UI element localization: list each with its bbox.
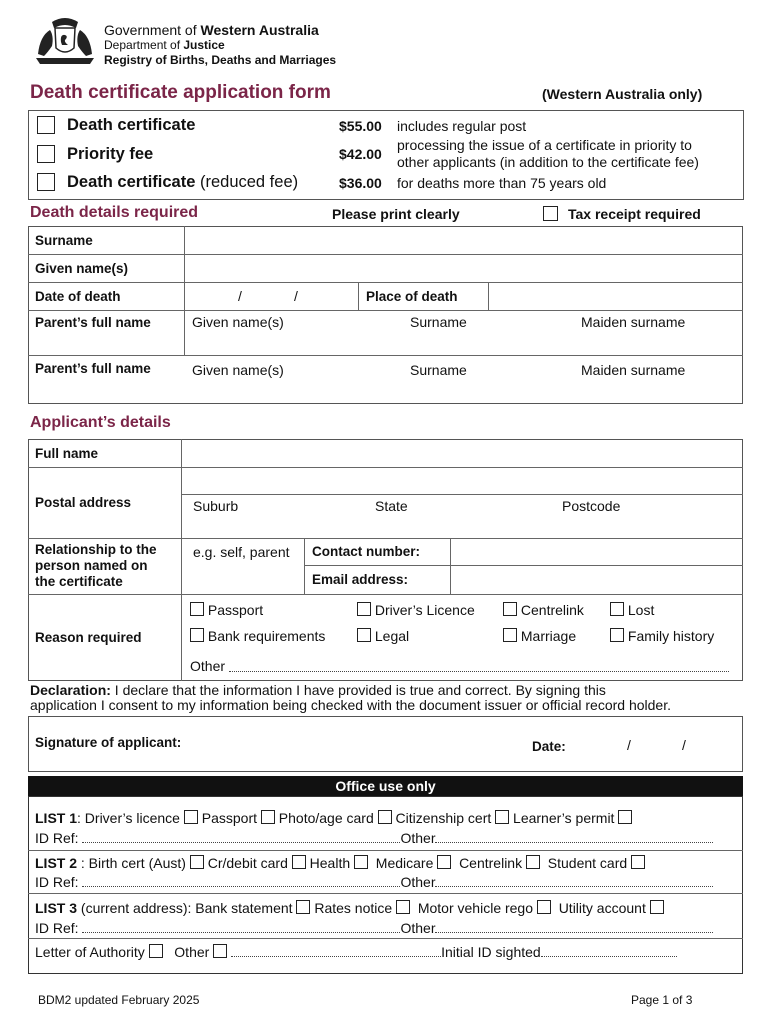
relationship-field[interactable] <box>183 562 302 592</box>
list2-student-card-checkbox[interactable] <box>631 855 645 869</box>
list2-birth-cert-checkbox[interactable] <box>190 855 204 869</box>
list3-rates-notice-checkbox[interactable] <box>396 900 410 914</box>
list2-medicare-checkbox[interactable] <box>437 855 451 869</box>
page-title: Death certificate application form <box>30 82 331 103</box>
family-history-checkbox[interactable] <box>610 628 624 642</box>
drivers-licence-checkbox[interactable] <box>357 602 371 616</box>
fee-desc: for deaths more than 75 years old <box>397 175 607 191</box>
fee-desc: includes regular post <box>397 118 527 134</box>
marriage-checkbox[interactable] <box>503 628 517 642</box>
surname-label: Surname <box>35 233 93 248</box>
gov-line: Government of Western Australia <box>104 22 319 38</box>
list1-drivers-licence-checkbox[interactable] <box>184 810 198 824</box>
dept-line: Department of Justice <box>104 38 225 52</box>
declaration-line-1: Declaration: I declare that the information I have provided is true and correct. By signing this <box>30 682 606 698</box>
reason-option[interactable]: Driver’s Licence <box>357 602 475 618</box>
parent-1-given-label: Given name(s) <box>192 314 284 330</box>
office-list-1: LIST 1: Driver’s licence Passport Photo/age card Citizenship cert Learner’s permit <box>35 810 632 826</box>
passport-checkbox[interactable] <box>190 602 204 616</box>
parent-2-label: Parent’s full name <box>35 361 151 376</box>
list1-citizenship-cert-checkbox[interactable] <box>495 810 509 824</box>
full-name-field[interactable] <box>183 441 741 465</box>
signature-date-label: Date: <box>532 739 566 754</box>
list2-centrelink-checkbox[interactable] <box>526 855 540 869</box>
fee-label: Death certificate (reduced fee) <box>67 173 299 191</box>
reason-option[interactable]: Bank requirements <box>190 628 325 644</box>
date-of-death-label: Date of death <box>35 289 121 304</box>
parent-2-given-label: Given name(s) <box>192 362 284 378</box>
parent-1-surname-label: Surname <box>410 314 467 330</box>
place-of-death-field[interactable] <box>490 284 740 308</box>
list1-learners-permit-checkbox[interactable] <box>618 810 632 824</box>
office-authority-row: Letter of Authority Other Initial ID sighted <box>35 944 677 960</box>
list2-health-checkbox[interactable] <box>354 855 368 869</box>
fee-label: Death certificate <box>67 116 196 134</box>
office-list-3: LIST 3 (current address): Bank statement Rates notice Motor vehicle rego Utility account <box>35 900 664 916</box>
office-list-3-ref: ID Ref: Other <box>35 920 713 936</box>
reason-option[interactable]: Lost <box>610 602 654 618</box>
fee-desc-2: other applicants (in addition to the certificate fee) <box>397 154 699 170</box>
relationship-label: Relationship to the person named on the certificate <box>35 542 157 589</box>
email-address-field[interactable] <box>452 567 741 592</box>
office-list-1-ref: ID Ref: Other <box>35 830 713 846</box>
print-clearly-note: Please print clearly <box>332 206 460 222</box>
email-address-label: Email address: <box>312 572 409 587</box>
initial-id-field[interactable] <box>541 945 677 957</box>
parent-2-field[interactable] <box>186 378 741 402</box>
tax-receipt-label: Tax receipt required <box>568 206 701 222</box>
signature-date-field[interactable] <box>575 730 735 756</box>
centrelink-checkbox[interactable] <box>503 602 517 616</box>
date-separator: / <box>627 737 631 753</box>
contact-number-label: Contact number: <box>312 544 420 559</box>
date-separator: / <box>682 737 686 753</box>
signature-label: Signature of applicant: <box>35 735 182 750</box>
other-field[interactable] <box>435 921 713 933</box>
reason-option[interactable]: Marriage <box>503 628 576 644</box>
reason-other: Other <box>190 658 226 674</box>
list3-motor-vehicle-rego-checkbox[interactable] <box>537 900 551 914</box>
office-other-checkbox[interactable] <box>213 944 227 958</box>
death-details-heading: Death details required <box>30 204 199 221</box>
applicant-heading: Applicant’s details <box>30 414 171 431</box>
letter-of-authority-checkbox[interactable] <box>149 944 163 958</box>
declaration-line-2: application I consent to my information being checked with the document issuer or official record holder. <box>30 697 671 713</box>
given-names-label: Given name(s) <box>35 261 129 276</box>
title-note: (Western Australia only) <box>542 86 703 102</box>
fee-price: $36.00 <box>339 175 382 191</box>
given-names-field[interactable] <box>186 256 741 280</box>
suburb-state-postcode-field[interactable] <box>183 514 741 536</box>
place-of-death-label: Place of death <box>366 289 458 304</box>
fee-desc: processing the issue of a certificate in priority to <box>397 137 692 153</box>
postal-address-label: Postal address <box>35 495 132 510</box>
reason-other-field[interactable] <box>229 660 729 672</box>
postcode-label: Postcode <box>562 498 621 514</box>
other-field[interactable] <box>435 875 713 887</box>
list2-cr-debit-card-checkbox[interactable] <box>292 855 306 869</box>
list3-utility-account-checkbox[interactable] <box>650 900 664 914</box>
fee-label: Priority fee <box>67 145 154 163</box>
parent-2-surname-label: Surname <box>410 362 467 378</box>
bank-requirements-checkbox[interactable] <box>190 628 204 642</box>
reason-option[interactable]: Centrelink <box>503 602 584 618</box>
fee-price: $42.00 <box>339 146 382 162</box>
reason-option[interactable]: Legal <box>357 628 409 644</box>
priority-fee-checkbox[interactable] <box>37 145 55 163</box>
coat-of-arms-logo <box>32 14 98 66</box>
signature-field[interactable] <box>210 720 520 768</box>
date-separator: / <box>238 288 242 304</box>
parent-1-maiden-label: Maiden surname <box>581 314 686 330</box>
office-list-2-ref: ID Ref: Other <box>35 874 713 890</box>
parent-1-field[interactable] <box>186 330 741 352</box>
reason-option[interactable]: Passport <box>190 602 263 618</box>
reduced-fee-checkbox[interactable] <box>37 173 55 191</box>
other-field[interactable] <box>435 831 713 843</box>
tax-receipt-checkbox[interactable] <box>543 206 558 221</box>
full-name-label: Full name <box>35 446 99 461</box>
list1-passport-checkbox[interactable] <box>261 810 275 824</box>
postal-address-field[interactable] <box>183 469 741 492</box>
office-use-header: Office use only <box>28 776 743 796</box>
parent-1-label: Parent’s full name <box>35 315 151 330</box>
lost-checkbox[interactable] <box>610 602 624 616</box>
state-label: State <box>375 498 408 514</box>
suburb-label: Suburb <box>193 498 239 514</box>
list3-bank-statement-checkbox[interactable] <box>296 900 310 914</box>
reason-option[interactable]: Family history <box>610 628 714 644</box>
list1-photo-age-card-checkbox[interactable] <box>378 810 392 824</box>
office-list-2: LIST 2 : Birth cert (Aust) Cr/debit card Health Medicare Centrelink Student card <box>35 855 645 871</box>
date-of-death-field[interactable] <box>186 284 356 308</box>
office-other-field[interactable] <box>231 945 441 957</box>
parent-2-maiden-label: Maiden surname <box>581 362 686 378</box>
surname-field[interactable] <box>186 228 741 252</box>
death-certificate-checkbox[interactable] <box>37 116 55 134</box>
registry-line: Registry of Births, Deaths and Marriages <box>104 53 337 67</box>
fee-price: $55.00 <box>339 118 382 134</box>
contact-number-field[interactable] <box>452 540 741 563</box>
id-ref-field[interactable] <box>82 831 400 843</box>
date-separator: / <box>294 288 298 304</box>
id-ref-field[interactable] <box>82 921 400 933</box>
legal-checkbox[interactable] <box>357 628 371 642</box>
page-number: Page 1 of 3 <box>631 993 693 1007</box>
relationship-hint: e.g. self, parent <box>193 544 290 560</box>
id-ref-field[interactable] <box>82 875 400 887</box>
reason-required-label: Reason required <box>35 630 142 645</box>
footer-version: BDM2 updated February 2025 <box>38 993 200 1007</box>
